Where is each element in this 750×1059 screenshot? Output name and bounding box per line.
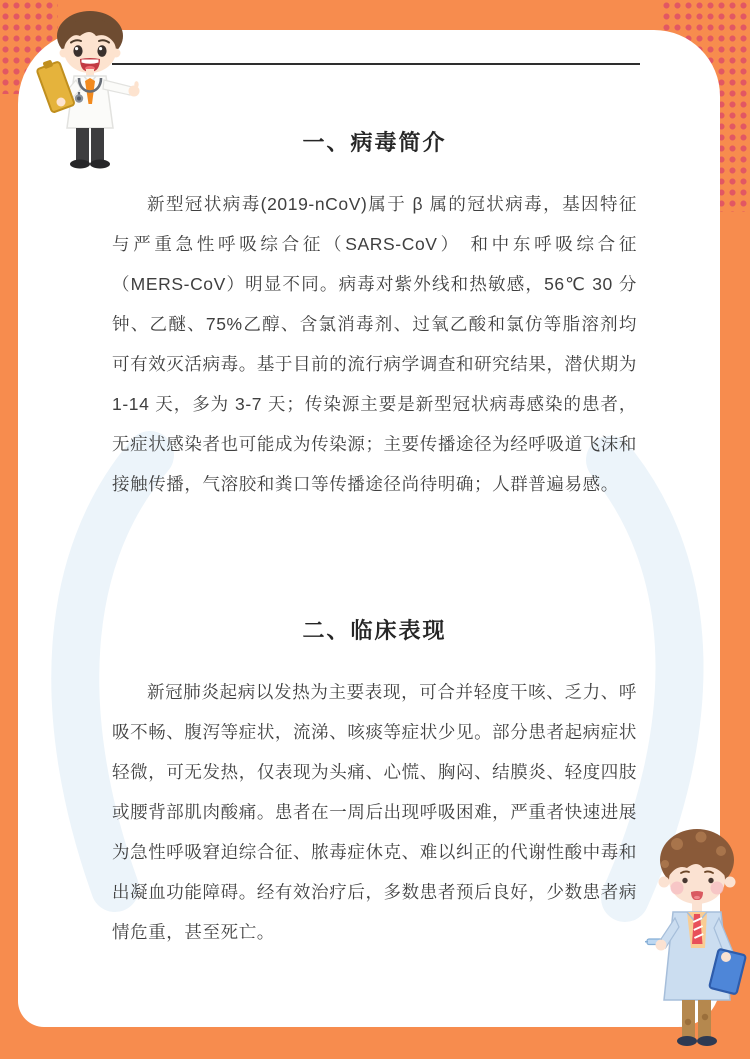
section-2-heading: 二、临床表现 [302,618,447,643]
section-1-paragraph: 新型冠状病毒(2019-nCoV)属于 β 属的冠状病毒，基因特征与严重急性呼吸综合征（SARS-CoV） 和中东呼吸综合征（MERS-CoV）明显不同。病毒对紫外线和热敏感，56℃ 30 分 钟、乙醚、75%乙醇、含氯消毒剂、过氧乙酸和氯仿等脂溶剂均可有效灭活病毒。基于目前的流行病学调查和研究结果，潜伏期为 1-14 天，多为 3-7 天；传染源主要是新型冠状病毒感染的患者，无症状感染者也可能成为传染源；主要传播途径为经呼吸道飞沫和接触传播，气溶胶和粪口等传播途径尚待明确；人群普遍易感。 [112,194,637,494]
section-1-heading: 一、病毒简介 [302,130,447,155]
document-content [112,30,637,952]
doctor-with-clipboard-illustration [34,6,146,170]
doctor-with-syringe-illustration [645,824,748,1050]
section-2-paragraph: 新冠肺炎起病以发热为主要表现，可合并轻度干咳、乏力、呼吸不畅、腹泻等症状，流涕、咳痰等症状少见。部分患者起病症状轻微，可无发热，仅表现为头痛、心慌、胸闷、结膜炎、轻度四肢或腰背部肌肉酸痛。患者在一周后出现呼吸困难，严重者快速进展为急性呼吸窘迫综合征、脓毒症休克、难以纠正的代谢性酸中毒和出凝血功能障碍。经有效治疗后，多数患者预后良好，少数患者病情危重，甚至死亡。 [112,682,637,942]
content-card [18,30,720,1027]
